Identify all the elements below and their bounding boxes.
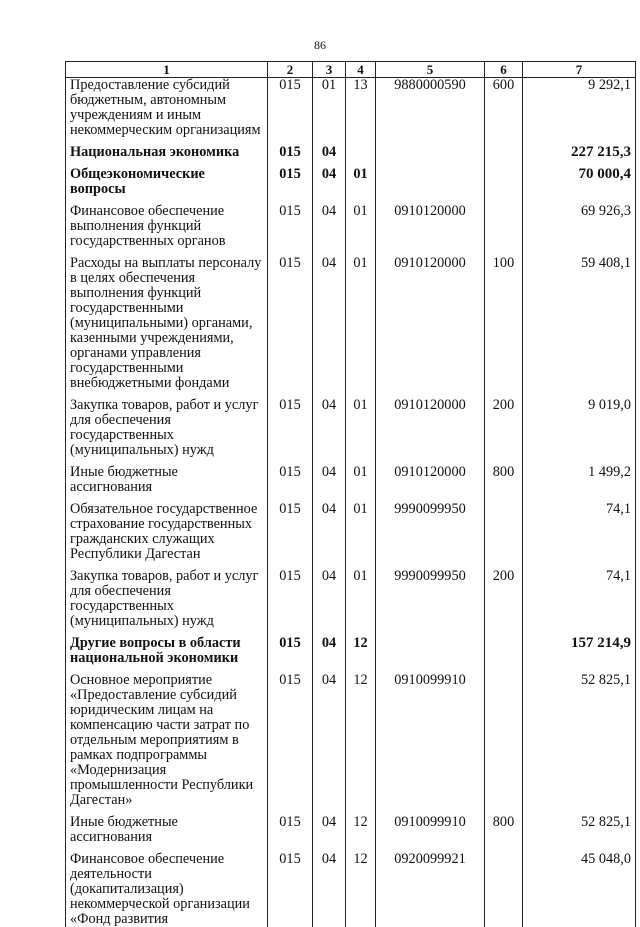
cell-rz: 04 [313,569,346,636]
page-number: 86 [0,38,640,53]
cell-rz: 04 [313,145,346,167]
cell-csr: 0910099910 [376,815,485,852]
table-row [66,852,636,927]
cell-pr: 01 [346,398,376,465]
cell-name: Предоставление субсидий бюджетным, автономным учреждениям и иным некоммерческим организациям [66,78,268,146]
cell-ved: 015 [268,145,313,167]
cell-pr: 01 [346,465,376,502]
cell-sum: 157 214,9 [523,636,636,673]
cell-pr: 12 [346,852,376,927]
cell-csr: 0910120000 [376,256,485,398]
cell-vr [485,145,523,167]
cell-sum: 59 408,1 [523,256,636,398]
table-row [66,673,636,815]
cell-name: Национальная экономика [66,145,268,167]
cell-csr: 0910099910 [376,673,485,815]
cell-pr: 01 [346,204,376,256]
cell-pr: 01 [346,502,376,569]
column-header-rz: 3 [313,62,346,78]
cell-name: Закупка товаров, работ и услуг для обеспечения государственных (муниципальных) нужд [66,398,268,465]
cell-name: Расходы на выплаты персоналу в целях обеспечения выполнения функций государственными (муниципальными) органами, казенными учреждениями, органами управления государственными внебюджетными фондами [66,256,268,398]
cell-sum: 52 825,1 [523,673,636,815]
cell-rz: 04 [313,502,346,569]
cell-name: Другие вопросы в области национальной экономики [66,636,268,673]
cell-name: Финансовое обеспечение выполнения функций государственных органов [66,204,268,256]
cell-rz: 04 [313,673,346,815]
column-header-name: 1 [66,62,268,78]
cell-csr [376,167,485,204]
column-header-vr: 6 [485,62,523,78]
table-row [66,167,636,204]
cell-rz: 04 [313,636,346,673]
cell-name: Иные бюджетные ассигнования [66,465,268,502]
cell-vr: 200 [485,569,523,636]
cell-vr: 200 [485,398,523,465]
cell-pr: 01 [346,167,376,204]
cell-sum: 45 048,0 [523,852,636,927]
cell-csr: 9990099950 [376,569,485,636]
cell-csr [376,145,485,167]
cell-name: Финансовое обеспечение деятельности (докапитализация) некоммерческой организации «Фонд развития [66,852,268,927]
cell-vr [485,502,523,569]
cell-vr [485,852,523,927]
cell-vr: 100 [485,256,523,398]
cell-sum: 52 825,1 [523,815,636,852]
cell-ved: 015 [268,78,313,146]
cell-sum: 74,1 [523,569,636,636]
table-header-row [66,62,636,78]
table-row [66,569,636,636]
cell-vr: 600 [485,78,523,146]
cell-name: Иные бюджетные ассигнования [66,815,268,852]
cell-csr: 0910120000 [376,204,485,256]
cell-rz: 04 [313,465,346,502]
cell-pr: 12 [346,636,376,673]
cell-csr: 0920099921 [376,852,485,927]
cell-sum: 69 926,3 [523,204,636,256]
table-row [66,145,636,167]
cell-rz: 04 [313,398,346,465]
cell-rz: 04 [313,852,346,927]
table-row [66,256,636,398]
cell-sum: 227 215,3 [523,145,636,167]
cell-name: Закупка товаров, работ и услуг для обеспечения государственных (муниципальных) нужд [66,569,268,636]
budget-table [65,61,636,927]
cell-ved: 015 [268,398,313,465]
cell-rz: 01 [313,78,346,146]
table-row [66,815,636,852]
table-row [66,502,636,569]
cell-vr [485,204,523,256]
cell-pr: 13 [346,78,376,146]
cell-rz: 04 [313,204,346,256]
cell-vr [485,167,523,204]
cell-ved: 015 [268,569,313,636]
cell-ved: 015 [268,502,313,569]
cell-pr [346,145,376,167]
cell-csr: 9990099950 [376,502,485,569]
cell-sum: 74,1 [523,502,636,569]
cell-rz: 04 [313,256,346,398]
table-body [66,78,636,927]
cell-pr: 12 [346,673,376,815]
cell-name: Основное мероприятие «Предоставление субсидий юридическим лицам на компенсацию части затрат по отдельным мероприятиям в рамках подпрограммы «Модернизация промышленности Республики Дагестан» [66,673,268,815]
cell-vr [485,636,523,673]
cell-pr: 01 [346,256,376,398]
cell-rz: 04 [313,815,346,852]
cell-csr [376,636,485,673]
cell-sum: 9 019,0 [523,398,636,465]
cell-ved: 015 [268,256,313,398]
column-header-pr: 4 [346,62,376,78]
cell-csr: 0910120000 [376,398,485,465]
cell-ved: 015 [268,815,313,852]
table-row [66,636,636,673]
cell-pr: 01 [346,569,376,636]
cell-name: Обязательное государственное страхование государственных гражданских служащих Республики Дагестан [66,502,268,569]
cell-ved: 015 [268,204,313,256]
cell-csr: 0910120000 [376,465,485,502]
cell-sum: 70 000,4 [523,167,636,204]
cell-vr: 800 [485,815,523,852]
cell-ved: 015 [268,636,313,673]
cell-ved: 015 [268,852,313,927]
cell-csr: 9880000590 [376,78,485,146]
column-header-sum: 7 [523,62,636,78]
table-row [66,78,636,146]
table-row [66,398,636,465]
cell-sum: 1 499,2 [523,465,636,502]
cell-ved: 015 [268,167,313,204]
cell-sum: 9 292,1 [523,78,636,146]
column-header-ved: 2 [268,62,313,78]
cell-pr: 12 [346,815,376,852]
cell-vr [485,673,523,815]
cell-rz: 04 [313,167,346,204]
cell-ved: 015 [268,465,313,502]
table-row [66,204,636,256]
column-header-csr: 5 [376,62,485,78]
cell-name: Общеэкономические вопросы [66,167,268,204]
cell-vr: 800 [485,465,523,502]
cell-ved: 015 [268,673,313,815]
table-row [66,465,636,502]
